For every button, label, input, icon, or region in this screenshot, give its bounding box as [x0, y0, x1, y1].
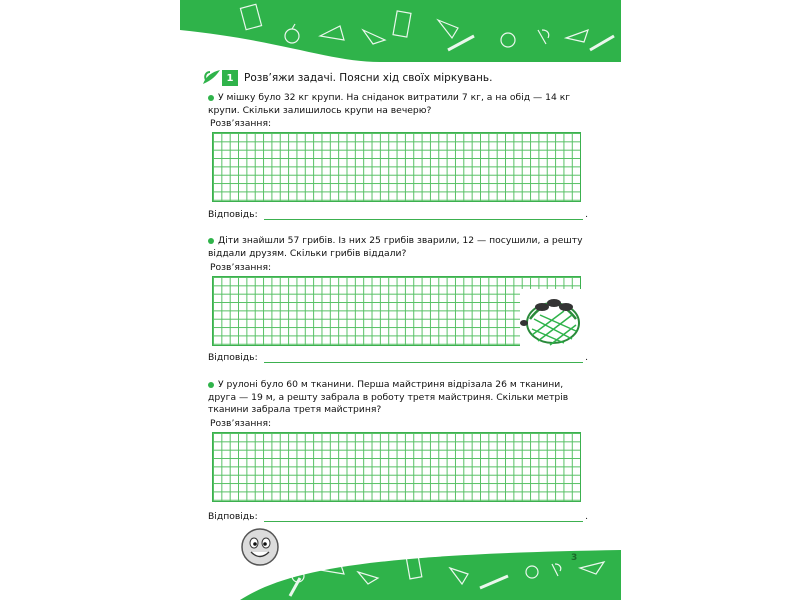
- problem-1-line-1: У мішку було 32 кг крупи. На сніданок витратили 7 кг, а на обід — 14 кг: [218, 92, 571, 103]
- solution-label-3: Розв’язання:: [210, 418, 272, 429]
- mushroom-basket-icon: [520, 289, 582, 347]
- solution-grid-1[interactable]: [212, 132, 581, 202]
- problem-2-line-2: віддали друзям. Скільки грибів віддали?: [208, 247, 407, 259]
- problem-1-text: [208, 92, 588, 117]
- solution-label-2: Розв’язання:: [210, 262, 272, 273]
- answer-row-2: Відповідь: .: [208, 352, 588, 363]
- bullet-icon: [208, 95, 214, 101]
- problem-3-line-1: У рулоні було 60 м тканини. Перша майстриня відрізала 26 м тканини,: [218, 379, 564, 390]
- top-banner: [180, 0, 621, 62]
- answer-row-3: Відповідь: .: [208, 511, 588, 522]
- page-number: 3: [571, 553, 578, 563]
- workbook-page: [180, 0, 621, 600]
- answer-label-3: Відповідь:: [208, 511, 258, 522]
- task-number: 1: [222, 70, 238, 86]
- solution-label-1: Розв’язання:: [210, 118, 272, 129]
- bullet-icon: [208, 238, 214, 244]
- task-header: [200, 68, 492, 88]
- bullet-icon: [208, 382, 214, 388]
- problem-3-line-3: тканини забрала третя майстриня?: [208, 404, 382, 416]
- answer-line-1[interactable]: [264, 209, 583, 220]
- task-title: Розв’яжи задачі. Поясни хід своїх міркувань.: [244, 72, 493, 84]
- answer-label-2: Відповідь:: [208, 352, 258, 363]
- problem-1-line-2: крупи. Скільки залишилось крупи на вечерю?: [208, 104, 432, 116]
- sprout-icon: [200, 66, 222, 88]
- answer-label-1: Відповідь:: [208, 209, 258, 220]
- answer-line-3[interactable]: [264, 511, 583, 522]
- smiley-face-icon: [240, 527, 280, 567]
- problem-2-line-1: Діти знайшли 57 грибів. Із них 25 грибів зварили, 12 — посушили, а решту: [218, 235, 583, 246]
- answer-line-2[interactable]: [264, 352, 583, 363]
- answer-row-1: Відповідь: .: [208, 209, 588, 220]
- problem-3-line-2: друга — 19 м, а решту забрала в роботу третя майстриня. Скільки метрів: [208, 391, 569, 403]
- problem-3-text: [208, 379, 588, 417]
- solution-grid-3[interactable]: [212, 432, 581, 502]
- problem-2-text: [208, 235, 588, 260]
